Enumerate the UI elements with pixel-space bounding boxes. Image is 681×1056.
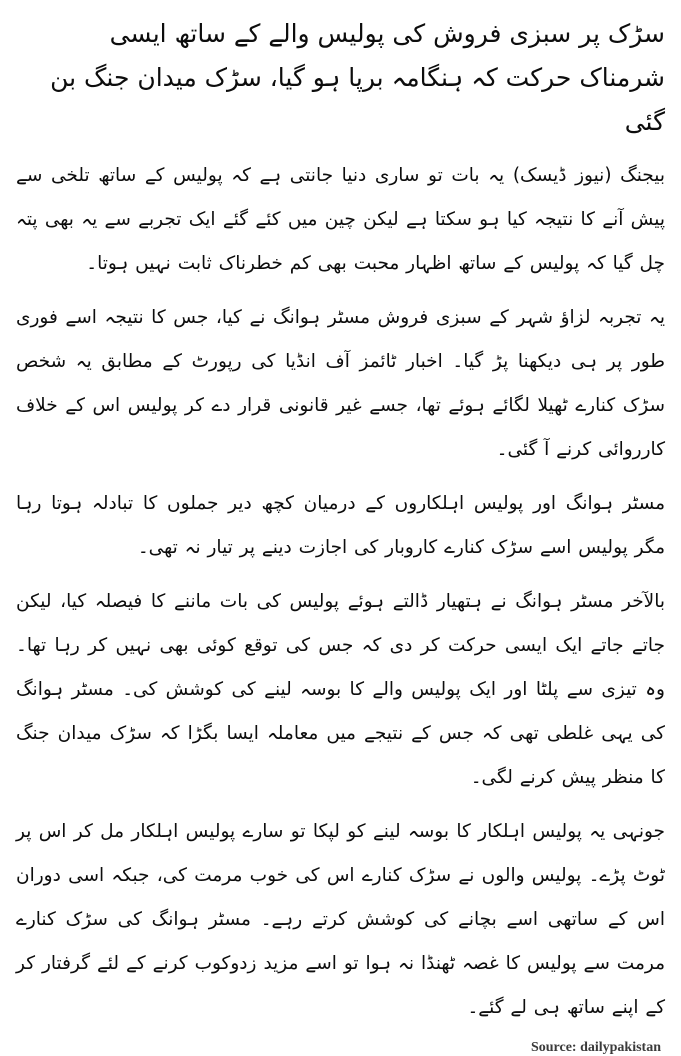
article-paragraph: بیجنگ (نیوز ڈیسک) یہ بات تو ساری دنیا جانتی ہے کہ پولیس کے ساتھ تلخی سے پیش آنے کا نتیجہ کیا ہو سکتا ہے لیکن چین میں کئے گئے ایک تجربے سے یہ بھی پتہ چل گیا کہ پولیس کے ساتھ اظہار محبت بھی کم خطرناک ثابت نہیں ہوتا۔ (16, 165, 665, 274)
article-paragraph: جونہی یہ پولیس اہلکار کا بوسہ لینے کو لپکا تو سارے پولیس اہلکار مل کر اس پر ٹوٹ پڑے۔ پولیس والوں نے سڑک کنارے اس کی خوب مرمت کی، جبکہ اسی دوران اس کے ساتھی اسے بچانے کی کوشش کرتے رہے۔ مسٹر ہوانگ کی سڑک کنارے مرمت سے پولیس کا غصہ ٹھنڈا نہ ہوا تو اسے مزید زدوکوب کرنے کے لئے گرفتار کر کے اپنے ساتھ ہی لے گئے۔ (16, 821, 665, 1018)
article-headline: سڑک پر سبزی فروش کی پولیس والے کے ساتھ ایسی شرمناک حرکت کہ ہنگامہ برپا ہو گیا، سڑک میدان جنگ بن گئی (50, 19, 665, 136)
article-paragraph: بالآخر مسٹر ہوانگ نے ہتھیار ڈالتے ہوئے پولیس کی بات ماننے کا فیصلہ کیا، لیکن جاتے جاتے ایک ایسی حرکت کر دی کہ جس کی توقع کوئی بھی نہیں کر رہا تھا۔ وہ تیزی سے پلٹا اور ایک پولیس والے کا بوسہ لینے کی کوشش کی۔ مسٹر ہوانگ کی یہی غلطی تھی کہ جس کے نتیجے میں معاملہ ایسا بگڑا کہ سڑک میدان جنگ کا منظر پیش کرنے لگی۔ (16, 591, 665, 788)
source-attribution: Source: dailypakistan (530, 1040, 661, 1055)
article-paragraph: مسٹر ہوانگ اور پولیس اہلکاروں کے درمیان کچھ دیر جملوں کا تبادلہ ہوتا رہا مگر پولیس اسے سڑک کنارے کاروبار کی اجازت دینے پر تیار نہ تھی۔ (16, 493, 665, 558)
article-paragraph: یہ تجربہ لزاؤ شہر کے سبزی فروش مسٹر ہوانگ نے کیا، جس کا نتیجہ اسے فوری طور پر ہی دیکھنا پڑ گیا۔ اخبار ٹائمز آف انڈیا کی رپورٹ کے مطابق یہ شخص سڑک کنارے ٹھیلا لگائے ہوئے تھا، جسے غیر قانونی قرار دے کر پولیس اس کے خلاف کارروائی کرنے آ گئی۔ (16, 307, 665, 460)
